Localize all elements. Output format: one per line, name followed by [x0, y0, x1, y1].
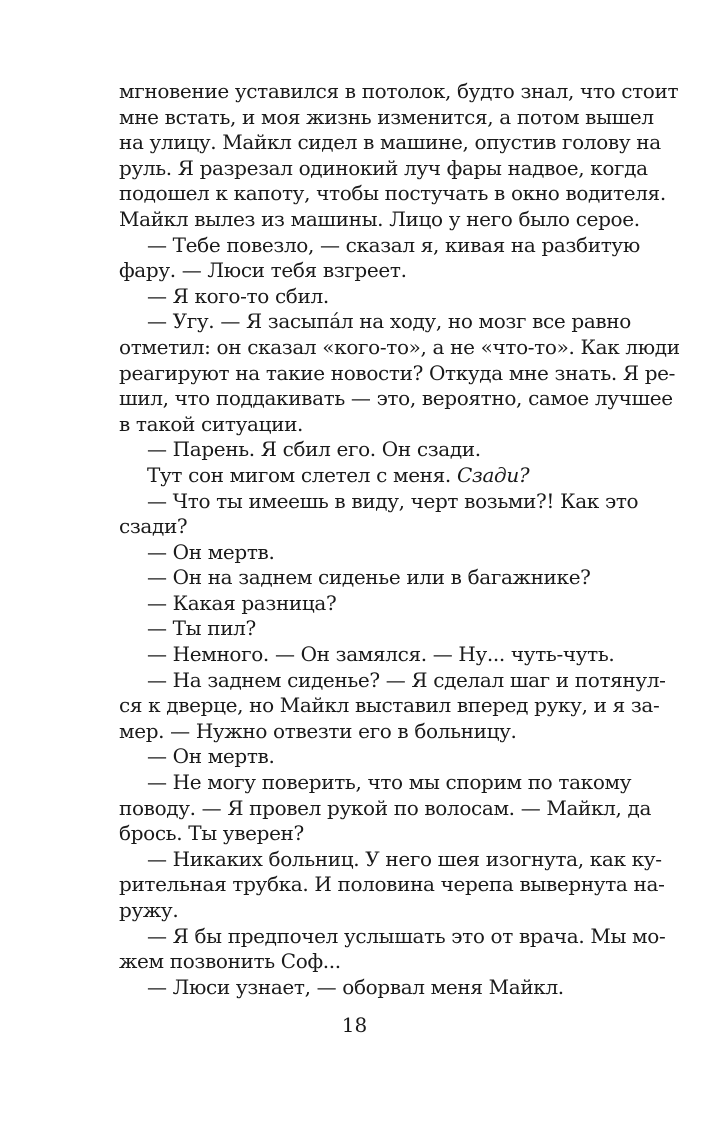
text-line: [119, 463, 628, 489]
text-line: [119, 693, 660, 719]
text-line: [119, 412, 628, 438]
text-line-content: ружу.: [119, 898, 179, 922]
text-line: [119, 770, 632, 796]
text-line: [119, 514, 628, 540]
text-line-content: — Никаких больниц. У него шея изогнута, как ку-: [147, 846, 662, 871]
text-line: [119, 591, 628, 617]
text-line: [119, 565, 628, 591]
text-line-content: — Я кого-то сбил.: [147, 283, 329, 308]
text-line-content: — Ты пил?: [147, 616, 256, 641]
text-line-content: — Он мертв.: [147, 539, 275, 564]
text-line: [119, 898, 628, 924]
text-line: [119, 386, 673, 412]
text-line: [119, 744, 628, 770]
text-line-content: подошел к капоту, чтобы постучать в окно водителя.: [119, 181, 666, 206]
text-line-content: шил, что поддакивать — это, вероятно, самое лучшее: [119, 386, 673, 411]
text-line-content: — Немного. — Он замялся. — Ну... чуть-чуть.: [147, 642, 615, 667]
text-line: [119, 232, 640, 259]
text-line-content: — На заднем сиденье? — Я сделал шаг и потянул-: [147, 667, 666, 692]
text-line: [119, 206, 640, 233]
text-line-content: руль. Я разрезал одинокий луч фары надвое, когда: [119, 155, 648, 180]
text-line-content: реагируют на такие новости? Откуда мне знать. Я ре-: [119, 360, 676, 385]
text-line: [119, 821, 628, 847]
text-line: [119, 360, 676, 387]
text-line: [119, 130, 661, 156]
text-line: [119, 540, 628, 566]
text-line: [119, 846, 662, 873]
text-line: [119, 155, 648, 182]
text-line-content: поводу. — Я провел рукой по волосам. — Майкл, да: [119, 795, 652, 820]
text-line: [119, 79, 679, 105]
text-line: [119, 667, 666, 694]
text-line-content: в такой ситуации.: [119, 411, 304, 436]
text-line-content: мер. — Нужно отвезти его в больницу.: [119, 718, 517, 743]
text-line-content: рительная трубка. И половина черепа вывернута на-: [119, 872, 665, 897]
italic-emphasis: Сзади?: [456, 462, 530, 487]
page-body-text: [119, 79, 680, 1000]
text-line: [119, 437, 628, 463]
text-line: [119, 181, 666, 207]
text-line-content: мне встать, и моя жизнь изменится, а потом вышел: [119, 104, 654, 129]
text-line-content: — Люси узнает, — оборвал меня Майкл.: [147, 974, 564, 999]
text-line-content: — Парень. Я сбил его. Он сзади.: [147, 437, 481, 462]
text-line-content: — Не могу поверить, что мы спорим по такому: [147, 770, 632, 795]
text-line: [119, 334, 680, 361]
text-line-content: — Какая разница?: [147, 590, 337, 615]
text-line: [119, 949, 628, 975]
text-line: [119, 284, 628, 310]
text-line: [119, 258, 628, 284]
text-line-content: на улицу. Майкл сидел в машине, опустив голову на: [119, 130, 661, 155]
text-line-content: Тут сон мигом слетел с меня.: [147, 462, 451, 487]
text-line: [119, 309, 631, 335]
text-line: [119, 923, 666, 950]
text-line: [119, 642, 628, 668]
text-line-content: — Он на заднем сиденье или в багажнике?: [147, 565, 591, 590]
text-line-content: — Я бы предпочел услышать это от врача. Мы мо-: [147, 923, 666, 948]
text-line-content: сзади?: [119, 514, 188, 539]
text-line: [119, 975, 628, 1001]
text-line: [119, 488, 639, 515]
text-line-content: — Тебе повезло, — сказал я, кивая на разбитую: [147, 232, 640, 257]
text-line: [119, 719, 628, 745]
text-line-content: Майкл вылез из машины. Лицо у него было серое.: [119, 206, 640, 231]
text-line: [119, 795, 652, 822]
text-line-content: — Что ты имеешь в виду, черт возьми?! Как это: [147, 488, 639, 513]
text-line-content: жем позвонить Соф...: [119, 949, 341, 974]
text-line-content: брось. Ты уверен?: [119, 821, 304, 846]
text-line-content: — Он мертв.: [147, 744, 275, 769]
text-line: [119, 616, 628, 642]
text-line: [119, 104, 654, 131]
text-line-content: мгновение уставился в потолок, будто знал, что стоит: [119, 79, 679, 103]
page-number: 18: [341, 1013, 368, 1037]
text-line-content: — Угу. — Я засыпáл на ходу, но мозг все равно: [147, 309, 631, 334]
text-line: [119, 872, 665, 898]
text-line-content: фару. — Люси тебя взгреет.: [119, 258, 407, 283]
text-line-content: отметил: он сказал «кого-то», а не «что-то». Как люди: [119, 334, 680, 359]
text-line-content: ся к дверце, но Майкл выставил вперед руку, и я за-: [119, 693, 660, 718]
